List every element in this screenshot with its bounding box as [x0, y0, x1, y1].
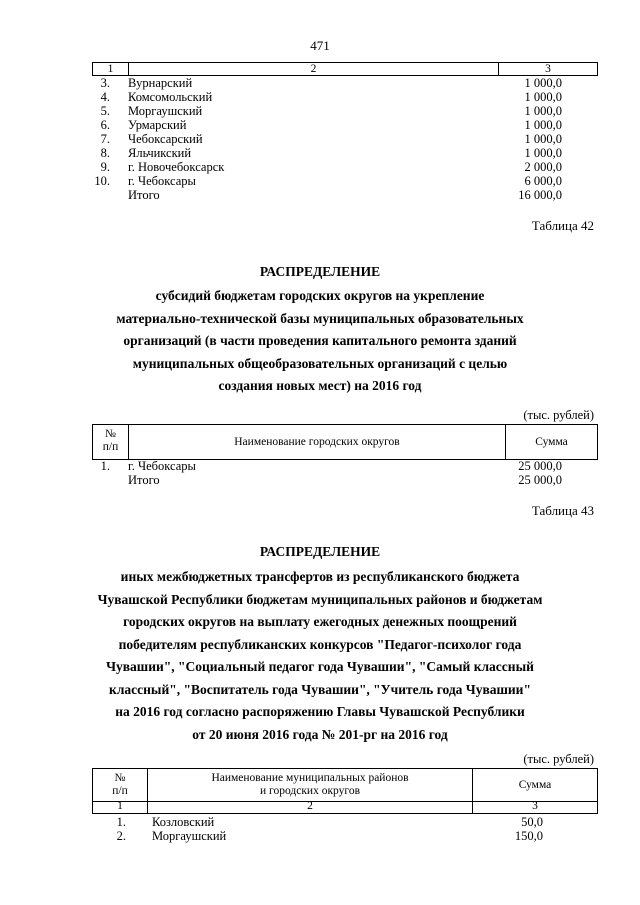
- row-number: 4.: [100, 90, 110, 104]
- row-value: 1 000,0: [524, 132, 562, 146]
- table3-number-col3: 3: [532, 800, 538, 812]
- section42-subtitle: [80, 285, 560, 398]
- subtitle-line: материально-технической базы муниципальных образовательных: [116, 310, 524, 326]
- table-label-43: Таблица 43: [531, 503, 594, 518]
- row-number: 7.: [100, 132, 110, 146]
- row-name: г. Новочебоксарск: [128, 160, 225, 174]
- row-name: Козловский: [152, 815, 215, 829]
- subtitle-line: создания новых мест) на 2016 год: [218, 378, 422, 393]
- section42-title: РАСПРЕДЕЛЕНИЕ: [259, 264, 381, 279]
- row-value: 16 000,0: [518, 188, 562, 202]
- section43-subtitle: [60, 566, 580, 746]
- table-label-42: Таблица 42: [531, 218, 594, 233]
- table2-header-name: Наименование городских округов: [129, 425, 506, 459]
- table1-header-col1: 1: [93, 63, 129, 75]
- table3-header-name: [148, 769, 473, 801]
- header-num-label: п/п: [102, 441, 119, 453]
- table3-header-row: [92, 768, 598, 802]
- section43-units: (тыс. рублей): [523, 752, 594, 766]
- row-number: 1.: [100, 459, 110, 473]
- table3-number-col2: 2: [148, 800, 473, 813]
- table-row: [0, 459, 640, 473]
- subtitle-line: от 20 июня 2016 года № 201-рг на 2016 год: [192, 726, 448, 742]
- row-value: 6 000,0: [524, 174, 562, 188]
- row-name: Яльчикский: [128, 146, 192, 160]
- row-value: 1 000,0: [524, 146, 562, 160]
- header-name-line: и городских округов: [260, 785, 360, 797]
- row-number: 1.: [116, 815, 126, 829]
- row-name: Итого: [128, 188, 160, 202]
- section43-title: РАСПРЕДЕЛЕНИЕ: [259, 544, 381, 559]
- header-name-line: Наименование муниципальных районов: [211, 772, 409, 784]
- row-name: Вурнарский: [128, 76, 193, 90]
- subtitle-line: классный", "Воспитатель года Чувашии", "Учитель года Чувашии": [109, 681, 531, 697]
- page-number: 471: [310, 38, 330, 53]
- subtitle-line: городских округов на выплату ежегодных денежных поощрений: [123, 614, 517, 629]
- row-value: 1 000,0: [524, 118, 562, 132]
- table2-header-row: [92, 424, 598, 460]
- table2-header-sum: Сумма: [535, 436, 568, 448]
- row-value: 25 000,0: [518, 473, 562, 487]
- row-name: Чебоксарский: [128, 132, 203, 146]
- table3-number-col1: 1: [93, 800, 148, 813]
- table3-header-sum: Сумма: [518, 779, 552, 791]
- subtitle-line: организаций (в части проведения капитального ремонта зданий: [123, 333, 517, 348]
- row-name: г. Чебоксары: [128, 174, 196, 188]
- table1-header-row: [92, 62, 598, 76]
- table2-header-number: [93, 425, 129, 459]
- table1-header-col3: 3: [545, 63, 551, 75]
- subtitle-line: субсидий бюджетам городских округов на укрепление: [155, 288, 485, 303]
- row-name: Комсомольский: [128, 90, 213, 104]
- table1-header-col2: 2: [129, 63, 499, 75]
- row-value: 150,0: [514, 829, 543, 843]
- table-row: [0, 815, 640, 829]
- row-name: Урмарский: [128, 118, 187, 132]
- subtitle-line: Чувашии", "Социальный педагог года Чувашии", "Самый классный: [106, 659, 534, 674]
- row-number: 10.: [94, 174, 110, 188]
- table-row: [0, 829, 640, 843]
- table-total-row: [0, 473, 640, 487]
- row-value: 25 000,0: [518, 459, 562, 473]
- header-num-label: п/п: [112, 785, 128, 797]
- row-number: 2.: [116, 829, 126, 843]
- row-name: Моргаушский: [128, 104, 203, 118]
- row-value: 2 000,0: [524, 160, 562, 174]
- row-value: 1 000,0: [524, 104, 562, 118]
- row-name: Итого: [128, 473, 160, 487]
- header-num-symbol: №: [105, 428, 116, 440]
- row-name: Моргаушский: [152, 829, 227, 843]
- table3-header-number: [93, 769, 148, 801]
- row-number: 9.: [100, 160, 110, 174]
- row-value: 50,0: [521, 815, 543, 829]
- row-number: 6.: [100, 118, 110, 132]
- subtitle-line: Чувашской Республики бюджетам муниципальных районов и бюджетам: [97, 591, 543, 607]
- subtitle-line: иных межбюджетных трансфертов из республиканского бюджета: [120, 569, 520, 584]
- subtitle-line: победителям республиканских конкурсов "Педагог-психолог года: [118, 636, 522, 652]
- row-number: 3.: [100, 76, 110, 90]
- section42-units: (тыс. рублей): [523, 408, 594, 422]
- row-name: г. Чебоксары: [128, 459, 196, 473]
- row-value: 1 000,0: [524, 90, 562, 104]
- table3-numbers-row: [92, 800, 598, 814]
- row-value: 1 000,0: [524, 76, 562, 90]
- subtitle-line: муниципальных общеобразовательных организаций с целью: [132, 355, 508, 371]
- subtitle-line: на 2016 год согласно распоряжению Главы Чувашской Республики: [115, 704, 525, 719]
- row-number: 5.: [100, 104, 110, 118]
- header-num-symbol: №: [114, 772, 126, 784]
- row-number: 8.: [100, 146, 110, 160]
